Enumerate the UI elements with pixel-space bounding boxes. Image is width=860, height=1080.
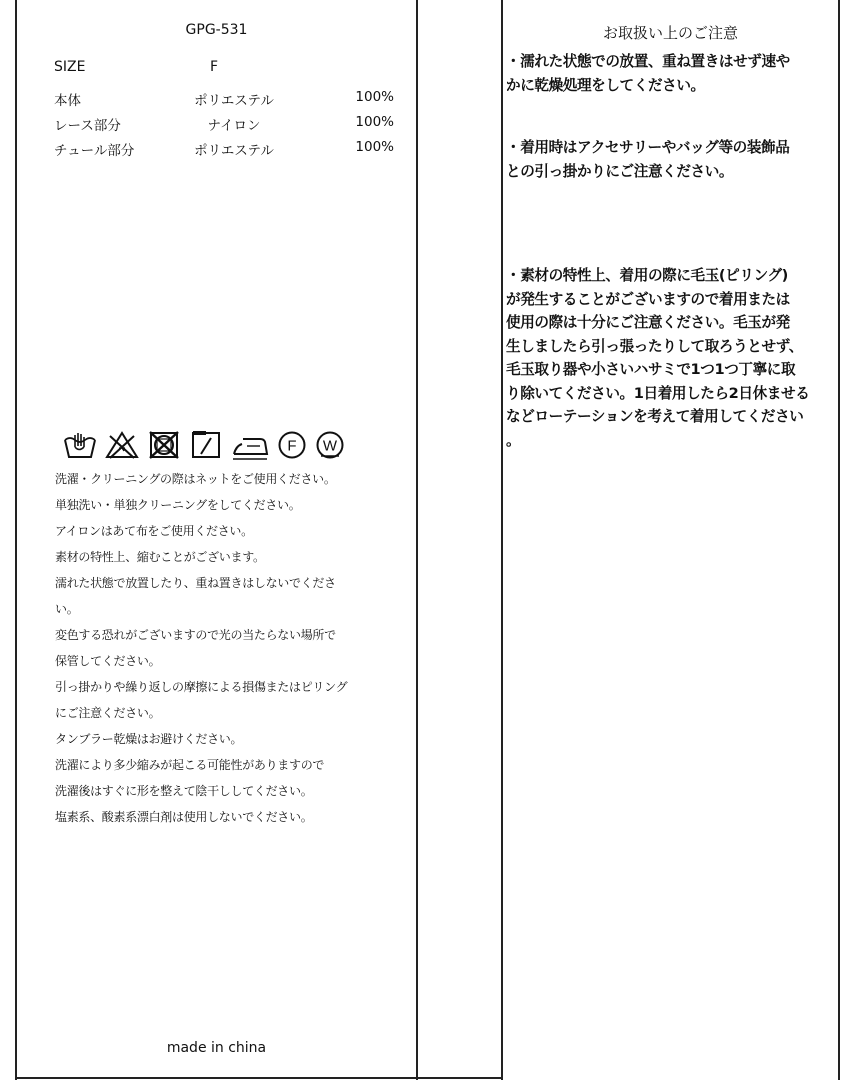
handling-paragraph-3 bbox=[506, 264, 841, 452]
paragraph-line: 毛玉取り器や小さいハサミで1つ1つ丁寧に取 bbox=[506, 361, 796, 378]
size-label: SIZE bbox=[54, 59, 86, 75]
left-tag-right-border bbox=[416, 0, 418, 1080]
line-dry-shade-icon bbox=[189, 430, 223, 460]
material-fiber: ナイロン bbox=[207, 118, 261, 134]
material-fiber: ポリエステル bbox=[194, 93, 274, 109]
material-percent: 100% bbox=[355, 139, 394, 155]
care-notes bbox=[55, 466, 395, 830]
paragraph-line: との引っ掛かりにご注意ください。 bbox=[506, 162, 734, 180]
care-note: 引っ掛かりや繰り返しの摩擦による損傷またはピリング bbox=[55, 680, 348, 694]
dry-clean-f-icon bbox=[277, 430, 307, 460]
care-note: い。 bbox=[55, 602, 79, 616]
material-part: チュール部分 bbox=[54, 143, 135, 159]
material-row-lace bbox=[54, 114, 394, 134]
care-note: タンブラー乾燥はお避けください。 bbox=[55, 732, 243, 746]
care-note: 変色する恐れがございますので光の当たらない場所で bbox=[55, 628, 336, 642]
low-iron-icon bbox=[231, 430, 269, 460]
paragraph-line: ・濡れた状態での放置、重ね置きはせず速や bbox=[506, 53, 790, 70]
paragraph-line: ・素材の特性上、着用の際に毛玉(ピリング) bbox=[506, 267, 788, 284]
handling-paragraph-2 bbox=[506, 136, 841, 183]
size-value: F bbox=[210, 59, 219, 75]
dry-clean-letter: F bbox=[287, 437, 297, 455]
material-row-body bbox=[54, 89, 394, 109]
no-bleach-icon bbox=[105, 430, 139, 460]
material-part: レース部分 bbox=[54, 118, 121, 134]
care-note: 濡れた状態で放置したり、重ね置きはしないでくださ bbox=[55, 576, 336, 590]
material-part: 本体 bbox=[54, 93, 81, 109]
country-of-origin: made in china bbox=[166, 1040, 267, 1056]
care-note: 洗濯後はすぐに形を整えて陰干ししてください。 bbox=[55, 784, 313, 798]
care-note: にご注意ください。 bbox=[55, 706, 161, 720]
wet-clean-letter: W bbox=[322, 437, 338, 455]
care-note: 洗濯により多少縮みが起こる可能性がありますので bbox=[55, 758, 325, 772]
paragraph-line: が発生することがございますので着用または bbox=[506, 290, 790, 308]
care-note: アイロンはあて布をご使用ください。 bbox=[55, 524, 253, 538]
care-note: 洗濯・クリーニングの際はネットをご使用ください。 bbox=[55, 472, 336, 486]
care-symbols bbox=[63, 428, 345, 462]
paragraph-line: 生しましたら引っ張ったりして取ろうとせず、 bbox=[506, 337, 803, 355]
care-label-right bbox=[503, 0, 838, 1080]
no-tumble-dry-icon bbox=[147, 430, 181, 460]
material-row-tulle bbox=[54, 139, 394, 159]
paragraph-line: などローテーションを考えて着用してください bbox=[506, 408, 804, 425]
material-percent: 100% bbox=[355, 114, 394, 130]
care-note: 保管してください。 bbox=[55, 654, 161, 668]
material-fiber: ポリエステル bbox=[194, 143, 274, 159]
paragraph-line: かに乾燥処理をしてください。 bbox=[506, 76, 705, 94]
paragraph-line: ・着用時はアクセサリーやバッグ等の装飾品 bbox=[506, 139, 790, 156]
product-code: GPG-531 bbox=[185, 22, 248, 38]
care-label-left bbox=[17, 0, 416, 1080]
care-note: 単独洗い・単独クリーニングをしてください。 bbox=[55, 498, 301, 512]
material-percent: 100% bbox=[355, 89, 394, 105]
hand-wash-icon bbox=[63, 430, 97, 460]
care-note: 素材の特性上、縮むことがございます。 bbox=[55, 550, 265, 564]
handling-title: お取扱い上のご注意 bbox=[602, 24, 738, 42]
wet-clean-w-icon bbox=[315, 430, 345, 460]
handling-paragraph-1 bbox=[506, 50, 841, 97]
paragraph-line: 。 bbox=[506, 431, 521, 449]
care-note: 塩素系、酸素系漂白剤は使用しないでください。 bbox=[55, 810, 313, 824]
paragraph-line: 使用の際は十分にご注意ください。毛玉が発 bbox=[506, 314, 790, 331]
paragraph-line: り除いてください。1日着用したら2日休ませる bbox=[506, 384, 810, 402]
